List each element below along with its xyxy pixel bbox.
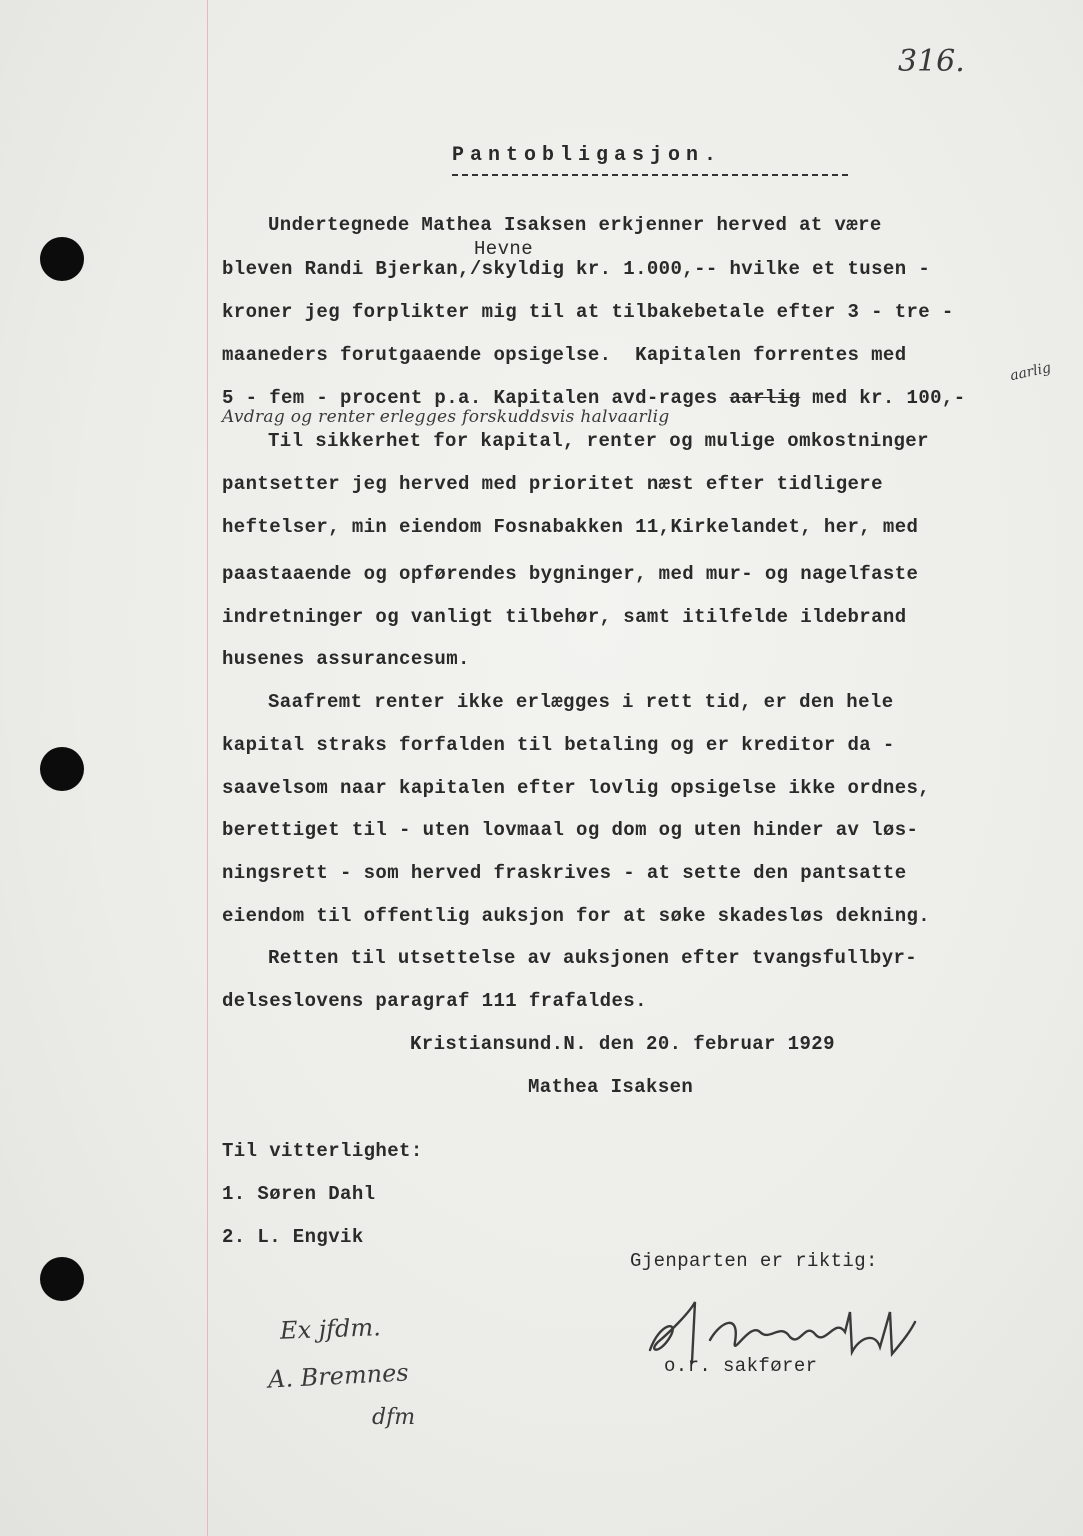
handwritten-annotation-1: Ex jfdm. (279, 1313, 382, 1345)
place-date: Kristiansund.N. den 20. februar 1929 (410, 1033, 835, 1055)
text-line-5a: 5 - fem - procent p.a. Kapitalen avd-rages (222, 387, 730, 409)
handwritten-amendment: Avdrag og renter erlegges forskuddsvis halvaarlig (222, 407, 670, 427)
text-line-16: ningsrett - som herved fraskrives - at sette den pantsatte (222, 862, 907, 884)
handwritten-annotation-3: dfm (372, 1405, 416, 1430)
copy-note: Gjenparten er riktig: (630, 1250, 878, 1272)
text-line-12: Saafremt renter ikke erlægges i rett tid, er den hele (268, 691, 894, 713)
text-line-5c: med kr. 100,- (800, 387, 966, 409)
text-line-2b: /skyldig kr. 1.000,-- hvilke et tusen - (469, 258, 931, 280)
lawyer-title: o.r. sakfører (664, 1355, 818, 1377)
text-line-7: pantsetter jeg herved med prioritet næst efter tidligere (222, 473, 883, 495)
text-line-2 (222, 258, 930, 280)
text-line-8: heftelser, min eiendom Fosnabakken 11,Kirkelandet, her, med (222, 516, 919, 538)
text-line-9: paastaaende og opførendes bygninger, med mur- og nagelfaste (222, 563, 919, 585)
witness-2: 2. L. Engvik (222, 1226, 364, 1248)
page-number: 316. (898, 44, 965, 79)
text-line-5 (222, 387, 966, 409)
struck-word: aarlig (729, 387, 801, 409)
text-line-3: kroner jeg forplikter mig til at tilbakebetale efter 3 - tre - (222, 301, 954, 323)
text-line-18: Retten til utsettelse av auksjonen efter tvangsfullbyr- (268, 947, 918, 969)
text-line-14: saavelsom naar kapitalen efter lovlig opsigelse ikke ordnes, (222, 777, 931, 799)
text-line-11: husenes assurancesum. (222, 648, 470, 670)
text-line-13: kapital straks forfalden til betaling og er kreditor da - (222, 734, 895, 756)
text-line-19: delseslovens paragraf 111 frafaldes. (222, 990, 647, 1012)
text-line-6: Til sikkerhet for kapital, renter og mulige omkostninger (268, 430, 929, 452)
text-line-1: Undertegnede Mathea Isaksen erkjenner herved at være (268, 214, 882, 236)
insertion-word: Hevne (474, 238, 534, 260)
margin-line (207, 0, 208, 1536)
text-line-17: eiendom til offentlig auksjon for at søke skadesløs dekning. (222, 905, 931, 927)
title-underline (452, 174, 848, 176)
text-line-15: berettiget til - uten lovmaal og dom og uten hinder av løs- (222, 819, 919, 841)
witness-heading: Til vitterlighet: (222, 1140, 423, 1162)
text-line-4: maaneders forutgaaende opsigelse. Kapitalen forrentes med (222, 344, 907, 366)
handwritten-annotation-2: A. Bremnes (267, 1358, 410, 1394)
text-line-10: indretninger og vanligt tilbehør, samt itilfelde ildebrand (222, 606, 907, 628)
document-title: Pantobligasjon. (452, 144, 723, 167)
handwritten-margin-note: aarlig (1008, 359, 1053, 385)
punch-hole-bottom (40, 1257, 84, 1301)
witness-1: 1. Søren Dahl (222, 1183, 376, 1205)
text-line-2a: bleven Randi Bjerkan, (222, 258, 470, 280)
punch-hole-middle (40, 747, 84, 791)
punch-hole-top (40, 237, 84, 281)
signer-name: Mathea Isaksen (528, 1076, 694, 1098)
